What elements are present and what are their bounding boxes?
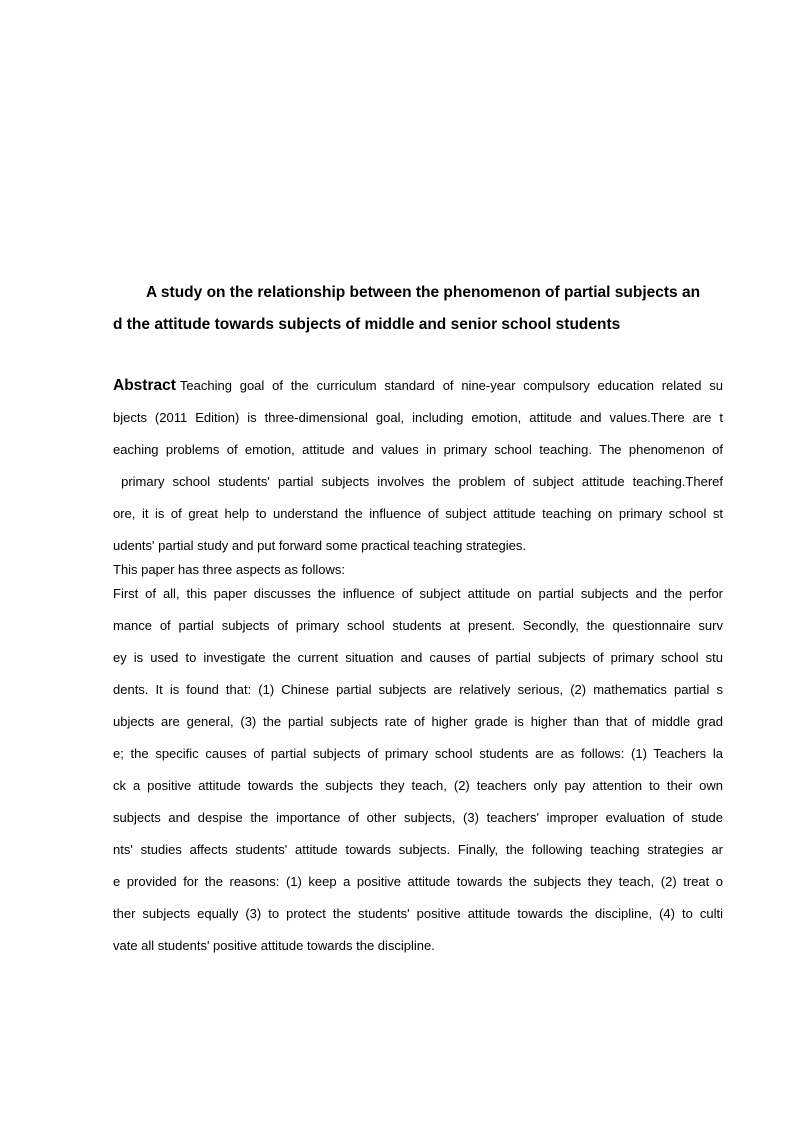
paper-title [113, 279, 723, 343]
abstract-line: dents. It is found that: (1) Chinese partial subjects are relatively serious, (2) mathematics partial s [113, 682, 723, 697]
abstract-heading: Abstract [113, 377, 176, 394]
abstract-line: e provided for the reasons: (1) keep a positive attitude towards the subjects they teach, (2) treat o [113, 874, 723, 889]
abstract-line: ther subjects equally (3) to protect the students' positive attitude towards the discipline, (4) to culti [113, 906, 723, 921]
title-line: d the attitude towards subjects of middle and senior school students [113, 316, 621, 333]
abstract-line: First of all, this paper discusses the influence of subject attitude on partial subjects and the perfor [113, 586, 723, 601]
abstract-line: nts' studies affects students' attitude towards subjects. Finally, the following teaching strategies ar [113, 842, 723, 857]
abstract-line: bjects (2011 Edition) is three-dimensional goal, including emotion, attitude and values.There are t [113, 410, 723, 425]
abstract-line: ck a positive attitude towards the subjects they teach, (2) teachers only pay attention to their own [113, 778, 723, 793]
abstract-line: This paper has three aspects as follows: [113, 562, 345, 577]
abstract-line: eaching problems of emotion, attitude and values in primary school teaching. The phenomenon of [113, 442, 723, 457]
abstract-line [113, 372, 723, 404]
abstract-line: mance of partial subjects of primary school students at present. Secondly, the questionnaire surv [113, 618, 723, 633]
abstract-line: ore, it is of great help to understand the influence of subject attitude teaching on primary school st [113, 506, 723, 521]
abstract-line: e; the specific causes of partial subjects of primary school students are as follows: (1) Teachers la [113, 746, 723, 761]
abstract-line: vate all students' positive attitude towards the discipline. [113, 938, 435, 953]
abstract-line: udents' partial study and put forward some practical teaching strategies. [113, 538, 526, 553]
title-line: A study on the relationship between the phenomenon of partial subjects an [146, 284, 701, 301]
abstract-line: subjects and despise the importance of other subjects, (3) teachers' improper evaluation of stude [113, 810, 723, 825]
abstract-line-text: Teaching goal of the curriculum standard of nine-year compulsory education related su [179, 378, 723, 393]
abstract-line: ubjects are general, (3) the partial subjects rate of higher grade is higher than that of middle grad [113, 714, 723, 729]
abstract-line: ey is used to investigate the current situation and causes of partial subjects of primary school stu [113, 650, 723, 665]
abstract-line: primary school students' partial subjects involves the problem of subject attitude teaching.Theref [113, 474, 723, 489]
abstract-section [113, 372, 723, 964]
